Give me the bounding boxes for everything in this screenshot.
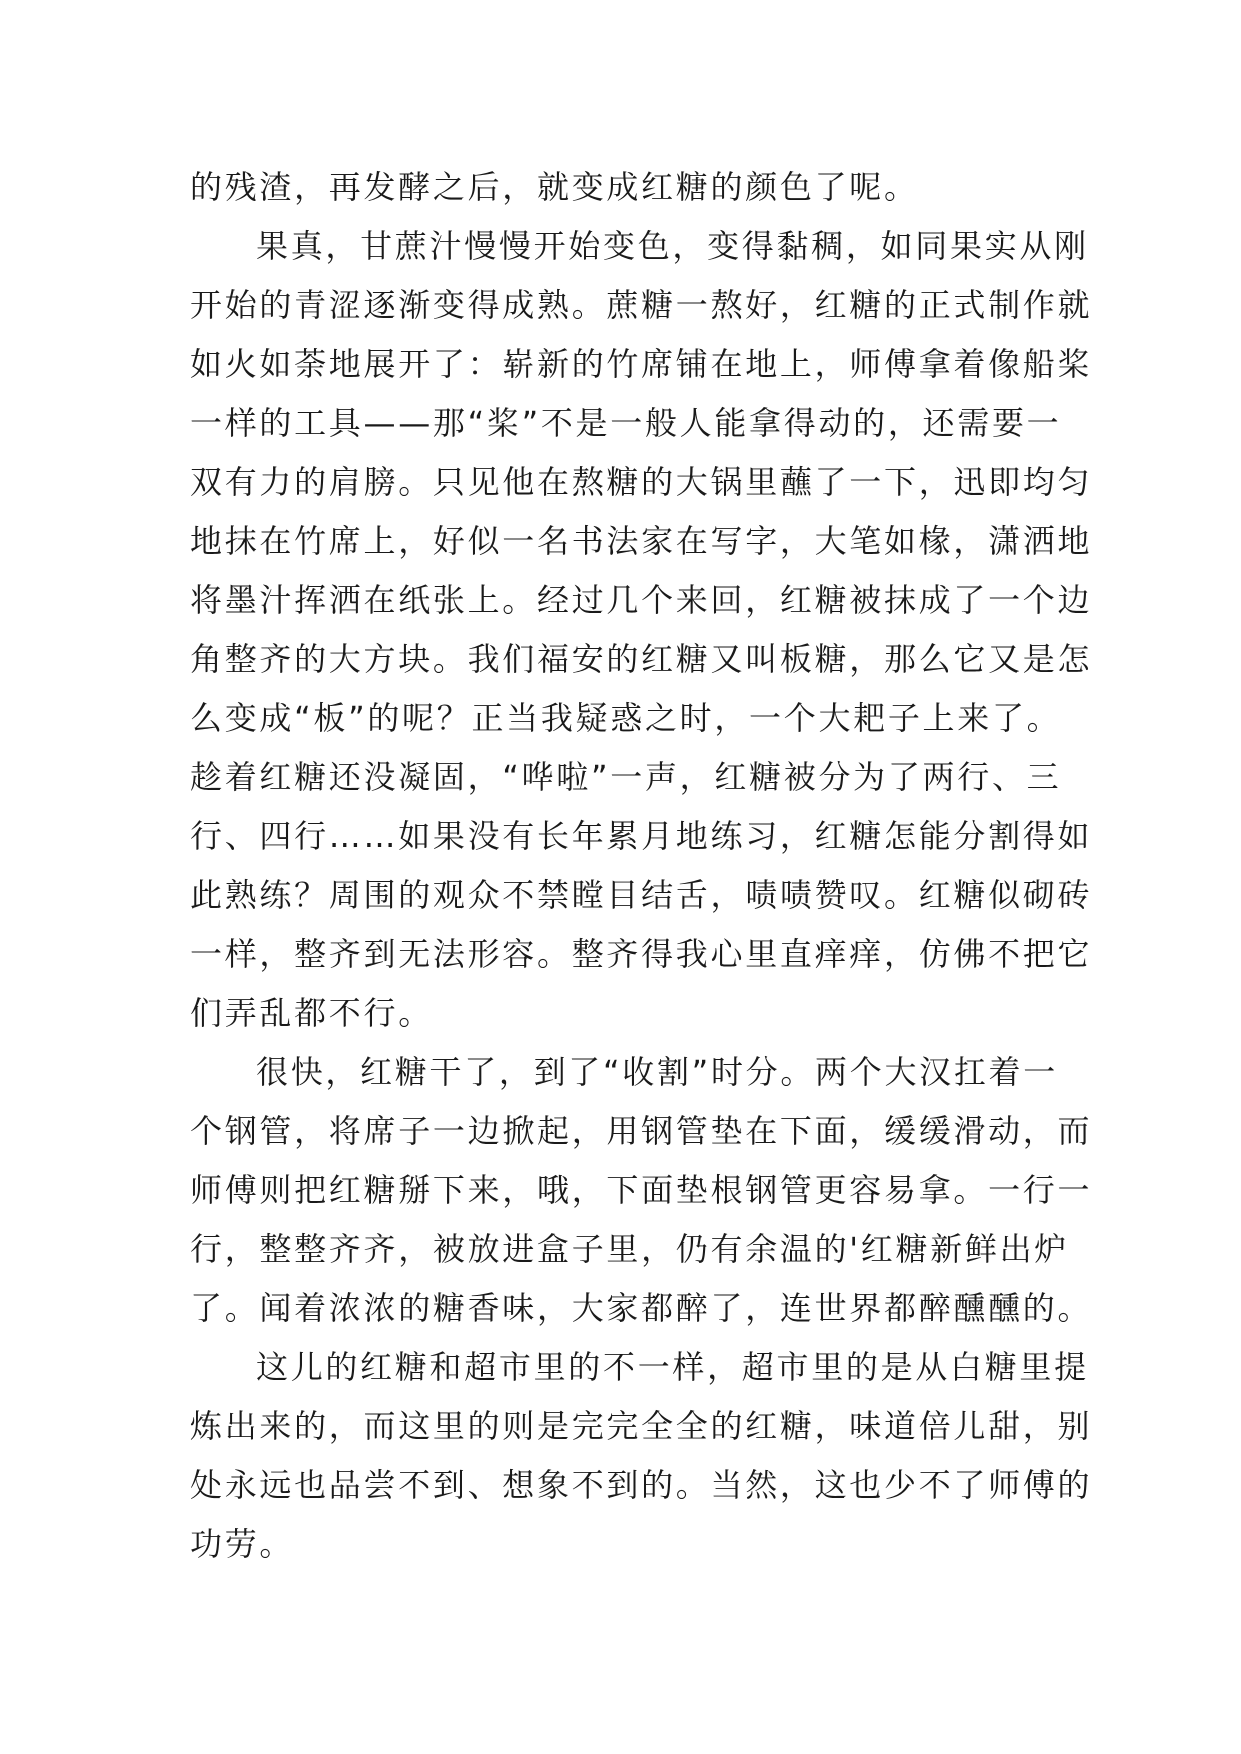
text-line: 处永远也品尝不到、想象不到的。当然，这也少不了师傅的 (190, 1466, 1093, 1504)
text-line: 师傅则把红糖掰下来，哦，下面垫根钢管更容易拿。一行一 (190, 1171, 1093, 1209)
text-line: 趁着红糖还没凝固，“哗啦”一声，红糖被分为了两行、三 (190, 758, 1062, 796)
text-line: 行、四行……如果没有长年累月地练习，红糖怎能分割得如 (190, 817, 1093, 855)
text-line: 个钢管，将席子一边掀起，用钢管垫在下面，缓缓滑动，而 (190, 1112, 1093, 1150)
text-line: 一样的工具——那“桨”不是一般人能拿得动的，还需要一 (190, 404, 1062, 442)
text-line: 将墨汁挥洒在纸张上。经过几个来回，红糖被抹成了一个边 (190, 581, 1093, 619)
text-line: 们弄乱都不行。 (190, 994, 433, 1032)
text-line: 了。闻着浓浓的糖香味，大家都醉了，连世界都醉醺醺的。 (190, 1289, 1093, 1327)
text-line: 开始的青涩逐渐变得成熟。蔗糖一熬好，红糖的正式制作就 (190, 286, 1093, 324)
paragraph-first-line: 果真，甘蔗汁慢慢开始变色，变得黏稠，如同果实从刚 (256, 227, 1089, 265)
text-line: 如火如荼地展开了：崭新的竹席铺在地上，师傅拿着像船桨 (190, 345, 1093, 383)
text-line: 炼出来的，而这里的则是完完全全的红糖，味道倍儿甜，别 (190, 1407, 1093, 1445)
text-line: 此熟练？周围的观众不禁瞠目结舌，啧啧赞叹。红糖似砌砖 (190, 876, 1093, 914)
text-line: 一样，整齐到无法形容。整齐得我心里直痒痒，仿佛不把它 (190, 935, 1093, 973)
text-line: 的残渣，再发酵之后，就变成红糖的颜色了呢。 (190, 168, 919, 206)
text-line: 双有力的肩膀。只见他在熬糖的大锅里蘸了一下，迅即均匀 (190, 463, 1093, 501)
paragraph-first-line: 很快，红糖干了，到了“收割”时分。两个大汉扛着一 (256, 1053, 1058, 1091)
paragraph-first-line: 这儿的红糖和超市里的不一样，超市里的是从白糖里提 (256, 1348, 1089, 1386)
text-line: 角整齐的大方块。我们福安的红糖又叫板糖，那么它又是怎 (190, 640, 1093, 678)
text-line: 功劳。 (190, 1525, 295, 1563)
text-line: 行，整整齐齐，被放进盒子里，仍有余温的'红糖新鲜出炉 (190, 1230, 1069, 1268)
text-line: 么变成“板”的呢？正当我疑惑之时，一个大耙子上来了。 (190, 699, 1062, 737)
text-line: 地抹在竹席上，好似一名书法家在写字，大笔如椽，潇洒地 (190, 522, 1093, 560)
body-text (190, 158, 1093, 1574)
